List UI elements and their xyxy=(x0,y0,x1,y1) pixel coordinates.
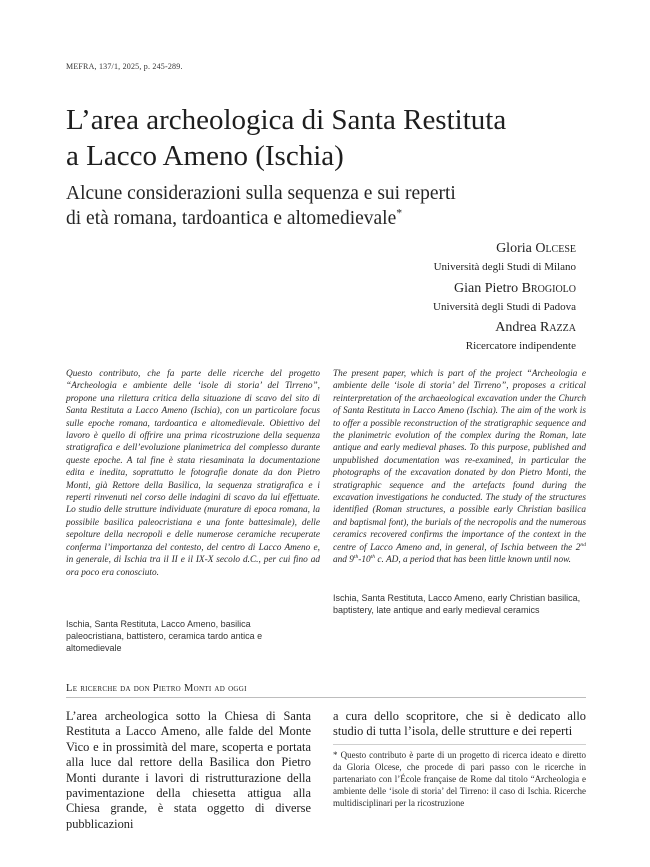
author-1-last-name: Olcese xyxy=(535,241,576,256)
section-divider xyxy=(66,697,586,698)
subtitle-note-marker[interactable]: * xyxy=(396,206,403,220)
author-2-affiliation: Università degli Studi di Padova xyxy=(433,301,576,313)
journal-reference: MEFRA, 137/1, 2025, p. 245-289. xyxy=(66,62,183,71)
abstract-english xyxy=(333,368,586,567)
author-1-affiliation: Università degli Studi di Milano xyxy=(433,261,576,273)
keywords-italian: Ischia, Santa Restituta, Lacco Ameno, basilica paleocristiana, battistero, ceramica tardo antica e altomedievale xyxy=(66,619,263,653)
keywords-english: Ischia, Santa Restituta, Lacco Ameno, early Christian basilica, baptistery, late antique and early medieval ceramics xyxy=(333,593,581,615)
article-subtitle-line-2 xyxy=(66,207,586,231)
body-text-right-column: a cura dello scopritore, che si è dedicato allo studio di tutta l’isola, delle strutture e dei reperti xyxy=(333,709,586,739)
abstract-italian: Questo contributo, che fa parte delle ricerche del progetto “Archeologia e ambiente delle ‘isole di storia’ del Tirreno”, propone una rilettura critica della situazione di scavo del sito di Santa Restituta a Lacco Ameno (Ischia), con un particolare focus sulle epoche romana, tardoantica e altomedievale. Obiettivo del lavoro è quello di offrire una prima ricostruzione della sequenza stratigrafica e dell’evoluzione planimetrica del complesso durante queste epoche. A tal fine è stata riesaminata la documentazione edita e inedita, soprattutto le fotografie donate da don Pietro Monti, già Rettore della Basilica, la sequenza stratigrafica e i reperti rinvenuti nel corso delle indagini di scavo da lui effettuate. Lo studio delle strutture individuate (murature di epoca romana, la possibile basilica paleocristiana e una fonte battesimale), delle sepolture della necropoli e delle numerose ceramiche recuperate conferma l’importanza del contesto, del centro di Lacco Ameno e, in generale, di Ischia tra il II e il IX-X secolo d.C., per cui fino ad ora poco era conosciuto. xyxy=(66,369,320,578)
abstract-en-sup-1: nd xyxy=(580,541,586,548)
abstract-en-sup-2: th xyxy=(353,554,359,560)
article-title-line-2: a Lacco Ameno (Ischia) xyxy=(66,140,344,172)
author-2 xyxy=(454,281,576,297)
author-3-first-name: Andrea xyxy=(495,320,537,335)
abstract-en-part-c: -10 xyxy=(358,555,371,566)
subtitle-line-2-text: di età romana, tardoantica e altomedievale xyxy=(66,208,397,229)
article-subtitle-line-1: Alcune considerazioni sulla sequenza e sui reperti xyxy=(66,183,456,204)
abstract-en-sup-3: th xyxy=(370,554,376,560)
abstract-en-part-a: The present paper, which is part of the project “Archeologia e ambiente delle ‘isole di storia’ del Tirreno”, proposes a critical reinterpretation of the archaeological excavation under the Church of Santa Restituta in Lacco Ameno (Ischia). The aim of the work is to offer a possible reconstruction of the stratigraphic sequence and the planimetric evolution of the complex during the Roman, late antique and early medieval phases. To this purpose, published and unpublished documentation was re-examined, in particular the photographs of the excavation donated by don Pietro Monti, the stratigraphic sequence and the artefacts found during the excavation investigations he conducted. The study of the structures identified (Roman structures, a possible early Christian basilica and baptismal font), the burials of the necropolis and the numerous ceramics recovered confirms the importance of the context in the centre of Lacco Ameno and, in general, of Ischia between the 2 xyxy=(333,369,586,553)
author-1-first-name: Gloria xyxy=(496,241,532,256)
author-2-first-name: Gian Pietro xyxy=(454,281,519,296)
abstract-en-part-d: c. AD, a period that has been little known until now. xyxy=(375,555,571,566)
footnote-divider xyxy=(333,744,586,745)
author-3-last-name: Razza xyxy=(540,320,576,335)
footnote xyxy=(333,749,586,809)
body-text-left-column: L’area archeologica sotto la Chiesa di Santa Restituta a Lacco Ameno, alle falde del Monte Vico e in prossimità del mare, scoperta e portata alla luce dal rettore della Basilica don Pietro Monti durante i lavori di ristrutturazione della pavimentazione della chiesetta attigua alla Chiesa grande, è stata oggetto di diverse pubblicazioni xyxy=(66,709,311,831)
article-title-line-1: L’area archeologica di Santa Restituta xyxy=(66,104,507,136)
author-1 xyxy=(496,241,576,257)
author-3 xyxy=(495,320,576,336)
abstract-en-part-b: and 9 xyxy=(333,555,354,566)
section-heading: Le ricerche da don Pietro Monti ad oggi xyxy=(66,683,247,694)
footnote-text: Questo contributo è parte di un progetto di ricerca ideato e diretto da Gloria Olcese, che procede di pari passo con le ricerche in partenariato con l’École française de Rome dal titolo “Archeologia e ambiente delle ‘isole di storia’ del Tirreno: il caso di Ischia. Ricerche multidisciplinari per la ricostruzione xyxy=(333,750,586,808)
author-3-affiliation: Ricercatore indipendente xyxy=(465,340,576,352)
footnote-marker: * xyxy=(333,750,338,760)
author-2-last-name: Brogiolo xyxy=(521,281,576,296)
